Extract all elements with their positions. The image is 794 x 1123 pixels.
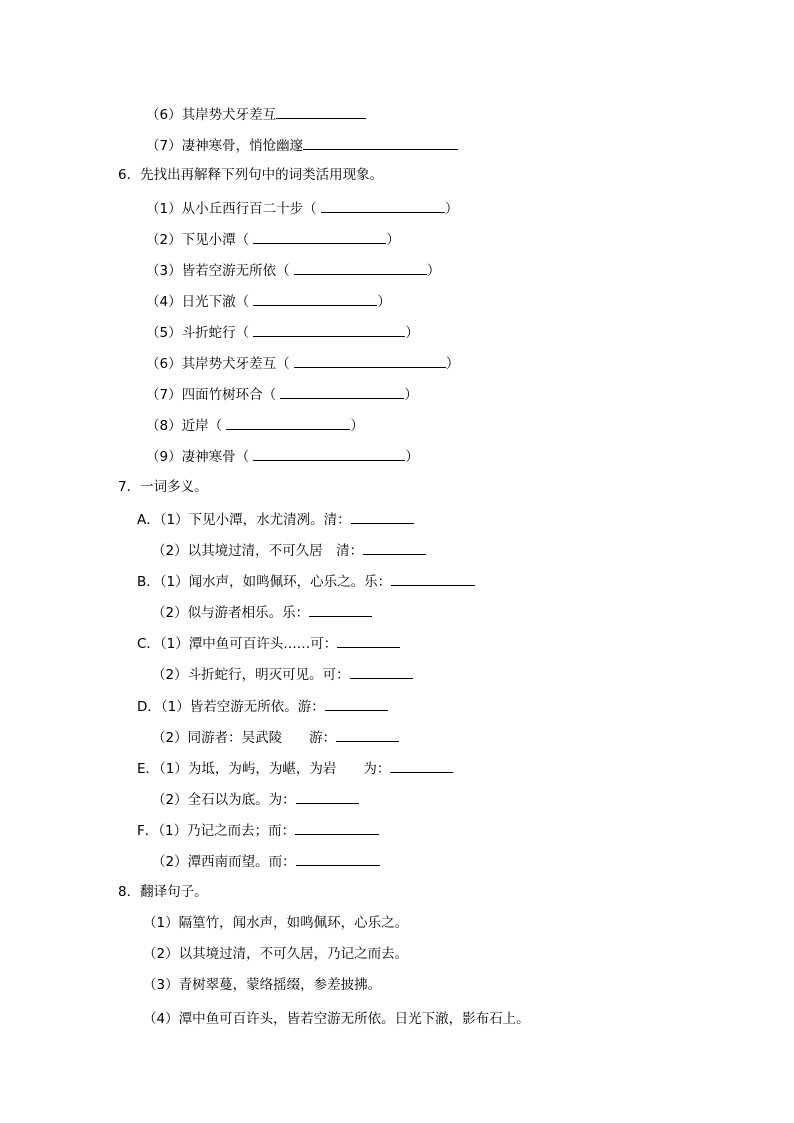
q7-item-a2-text: （2）以其境过清，不可久居 清： bbox=[152, 543, 364, 559]
q7-item-f1 bbox=[137, 820, 379, 840]
close-paren: ） bbox=[405, 325, 419, 341]
close-paren: ） bbox=[426, 263, 441, 279]
q6-item-9-num: （9） bbox=[146, 449, 182, 465]
q8-item-4: （4）潭中鱼可百许头，皆若空游无所依。日光下澈，影布石上。 bbox=[143, 1011, 530, 1027]
answer-blank[interactable] bbox=[325, 696, 388, 711]
q8-item-3: （3）青树翠蔓，蒙络摇缀，参差披拂。 bbox=[143, 977, 382, 993]
q7-item-c2-text: （2）斗折蛇行，明灭可见。可： bbox=[152, 667, 350, 683]
q7-item-c2 bbox=[152, 664, 413, 684]
q8-item-1: （1）隔篁竹，闻水声，如鸣佩环，心乐之。 bbox=[143, 915, 409, 931]
answer-blank[interactable] bbox=[296, 789, 359, 804]
close-paren: ） bbox=[404, 387, 418, 403]
q5-item-6-text: 其岸势犬牙差互 bbox=[181, 107, 277, 123]
answer-blank[interactable] bbox=[363, 540, 426, 555]
answer-blank[interactable] bbox=[296, 851, 380, 866]
q5-item-6-num: （6） bbox=[146, 107, 182, 123]
q7-item-a1 bbox=[137, 509, 414, 529]
answer-blank[interactable] bbox=[276, 104, 366, 119]
answer-blank[interactable] bbox=[280, 384, 404, 399]
q7-title: 7．一词多义。 bbox=[118, 479, 208, 495]
q7-item-e1-text: E．（1）为坻，为屿，为嵁，为岩 为： bbox=[137, 761, 391, 777]
q6-item-1 bbox=[146, 198, 458, 218]
q7-item-b1-text: B．（1）闻水声，如鸣佩环，心乐之。乐： bbox=[137, 574, 392, 590]
answer-blank[interactable] bbox=[321, 198, 445, 213]
q7-item-e1 bbox=[137, 758, 453, 778]
q7-item-e2 bbox=[152, 789, 359, 809]
q6-item-4-text: 日光下澈（ bbox=[181, 294, 250, 310]
q6-item-8 bbox=[146, 415, 364, 435]
q6-item-5-num: （5） bbox=[146, 325, 182, 341]
q7-item-c1 bbox=[137, 633, 400, 653]
answer-blank[interactable] bbox=[350, 664, 413, 679]
q7-item-b2-text: （2）似与游者相乐。乐： bbox=[152, 605, 310, 621]
q7-item-b1 bbox=[137, 571, 475, 591]
q6-item-5-text: 斗折蛇行（ bbox=[181, 325, 250, 341]
answer-blank[interactable] bbox=[391, 571, 475, 586]
q6-item-2 bbox=[146, 229, 400, 249]
q5-item-7-text: 凄神寒骨，悄怆幽邃 bbox=[181, 138, 304, 154]
q6-item-3-num: （3） bbox=[146, 263, 182, 279]
q7-item-a1-text: A．（1）下见小潭，水尤清冽。清： bbox=[137, 512, 351, 528]
q6-item-9 bbox=[146, 446, 419, 466]
answer-blank[interactable] bbox=[390, 758, 453, 773]
q7-item-f2 bbox=[152, 851, 380, 871]
close-paren: ） bbox=[444, 201, 459, 217]
q6-item-5 bbox=[146, 322, 419, 342]
q7-item-a2 bbox=[152, 540, 426, 560]
q6-item-7-num: （7） bbox=[146, 387, 182, 403]
q6-item-4-num: （4） bbox=[146, 294, 182, 310]
q7-item-f1-text: F．（1）乃记之而去；而： bbox=[137, 823, 296, 839]
answer-blank[interactable] bbox=[303, 135, 458, 150]
q5-item-6 bbox=[146, 104, 366, 124]
q7-item-d1-text: D．（1）皆若空游无所依。游： bbox=[137, 699, 325, 715]
close-paren: ） bbox=[377, 294, 391, 310]
q7-item-d2-text: （2）同游者：吴武陵 游： bbox=[152, 730, 337, 746]
close-paren: ） bbox=[405, 449, 419, 465]
q6-item-9-text: 凄神寒骨（ bbox=[181, 449, 250, 465]
q7-item-d1 bbox=[137, 696, 388, 716]
answer-blank[interactable] bbox=[336, 727, 399, 742]
answer-blank[interactable] bbox=[294, 260, 427, 275]
answer-blank[interactable] bbox=[337, 633, 400, 648]
q6-item-3-text: 皆若空游无所依（ bbox=[181, 263, 290, 279]
q6-item-3 bbox=[146, 260, 440, 280]
q5-item-7-num: （7） bbox=[146, 138, 182, 154]
q6-item-2-text: 下见小潭（ bbox=[181, 232, 250, 248]
answer-blank[interactable] bbox=[295, 820, 379, 835]
close-paren: ） bbox=[445, 356, 460, 372]
q6-item-8-text: 近岸（ bbox=[181, 418, 223, 434]
close-paren: ） bbox=[350, 418, 364, 434]
q6-item-6 bbox=[146, 353, 459, 373]
q7-item-d2 bbox=[152, 727, 399, 747]
q6-item-7 bbox=[146, 384, 418, 404]
answer-blank[interactable] bbox=[253, 322, 405, 337]
q7-item-f2-text: （2）潭西南而望。而： bbox=[152, 854, 296, 870]
q6-item-6-num: （6） bbox=[146, 356, 182, 372]
q7-item-b2 bbox=[152, 602, 372, 622]
answer-blank[interactable] bbox=[226, 415, 350, 430]
q6-item-4 bbox=[146, 291, 391, 311]
answer-blank[interactable] bbox=[351, 509, 414, 524]
answer-blank[interactable] bbox=[309, 602, 372, 617]
answer-blank[interactable] bbox=[294, 353, 446, 368]
q6-item-1-text: 从小丘西行百二十步（ bbox=[181, 201, 317, 217]
q7-item-c1-text: C．（1）潭中鱼可百许头……可： bbox=[137, 636, 338, 652]
q7-item-e2-text: （2）全石以为底。为： bbox=[152, 792, 296, 808]
answer-blank[interactable] bbox=[253, 291, 377, 306]
q5-item-7 bbox=[146, 135, 458, 155]
q6-item-1-num: （1） bbox=[146, 201, 182, 217]
q8-item-2: （2）以其境过清，不可久居，乃记之而去。 bbox=[143, 946, 409, 962]
answer-blank[interactable] bbox=[253, 446, 405, 461]
q6-title: 6．先找出再解释下列句中的词类活用现象。 bbox=[118, 167, 384, 183]
q6-item-6-text: 其岸势犬牙差互（ bbox=[181, 356, 290, 372]
close-paren: ） bbox=[386, 232, 400, 248]
q6-item-8-num: （8） bbox=[146, 418, 182, 434]
q6-item-7-text: 四面竹树环合（ bbox=[181, 387, 277, 403]
answer-blank[interactable] bbox=[253, 229, 386, 244]
q6-item-2-num: （2） bbox=[146, 232, 182, 248]
q8-title: 8．翻译句子。 bbox=[118, 884, 208, 900]
